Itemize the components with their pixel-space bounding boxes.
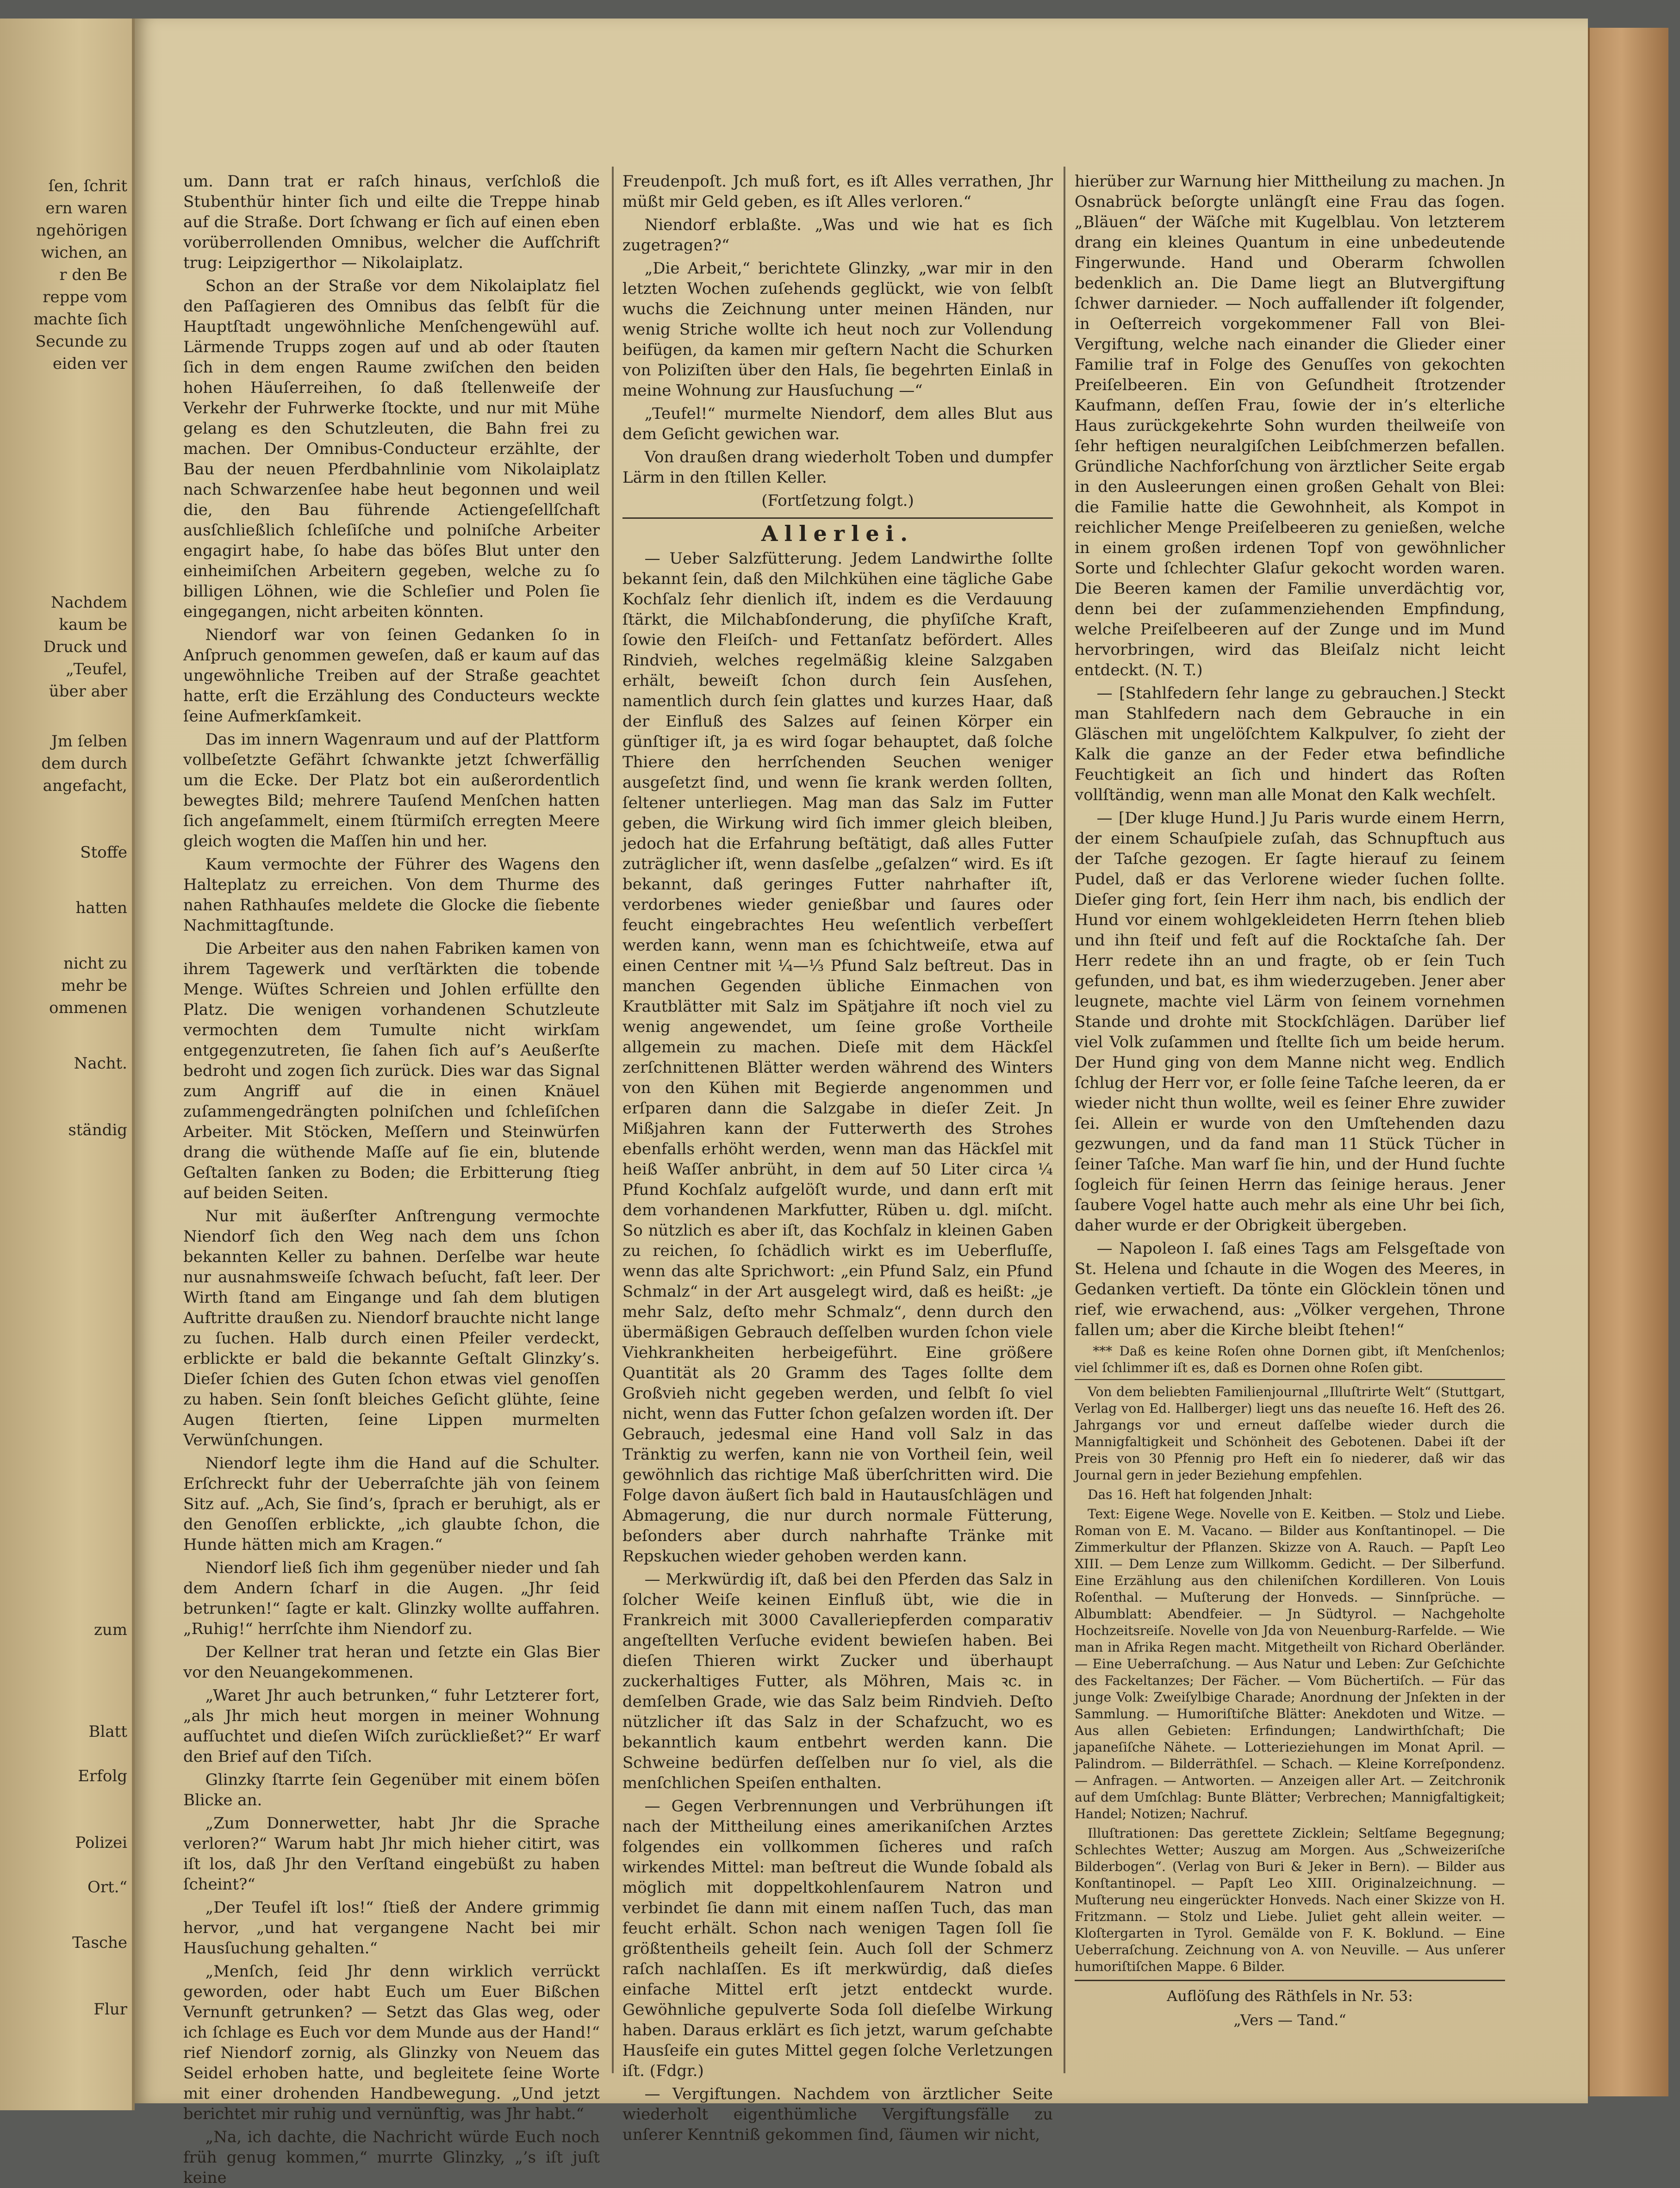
paragraph: — [Der kluge Hund.] Ju Paris wurde einem Herrn, der einem Schauſpiele zuſah, das Schnupftuch aus der Taſche gezogen. Er ſagte hierauf zu ſeinem Pudel, daß er das Verlorene wieder ſuchen ſollte. Dieſer ging fort, ſein Herr ihm nach, bis endlich der Hund vor einem wohlgekleideten Herrn ſtehen blieb und ihn ſteif und feſt auf die Rocktaſche ſah. Der Herr redete ihn an und fragte, ob er ſein Tuch gefunden, und bat, es ihm wiederzugeben. Jener aber leugnete, machte viel Lärm von ſeinem vornehmen Stande und drohte mit Stockſchlägen. Darüber lief viel Volk zuſammen und ſtellte ſich um beide herum. Der Hund ging von dem Manne nicht weg. Endlich ſchlug der Herr vor, er ſolle ſeine Taſche leeren, da er wieder nicht thun wollte, weil es ſeiner Ehre zuwider ſei. Allein er wurde von den Umſtehenden dazu gezwungen, und da fand man 11 Stück Tücher in ſeiner Taſche. Man warf ſie hin, und der Hund ſuchte ſogleich für ſeinen Herrn das ſeinige heraus. Jener ſaubere Vogel hatte auch mehr als eine Uhr bei ſich, daher wurde er der Obrigkeit übergeben.	[1075, 809, 1505, 1235]
paragraph: — Vergiftungen. Nachdem von ärztlicher Seite wiederholt eigenthümliche Vergiftungsfälle zu unſerer Kenntniß gekommen ſind, ſäumen wir nicht,	[622, 2085, 1053, 2144]
fragment: Druck und	[43, 638, 127, 656]
contents-heading: Das 16. Heft hat folgenden Jnhalt:	[1088, 1487, 1313, 1502]
aphorism: *** Daß es keine Roſen ohne Dornen gibt, iſt Menſchenlos; viel ſchlimmer iſt es, daß es Dornen ohne Roſen gibt.	[1075, 1343, 1505, 1380]
fragment: zum	[93, 1621, 127, 1639]
paragraph: „Teufel!“ murmelte Niendorf, dem alles Blut aus dem Geſicht gewichen war.	[622, 404, 1053, 443]
fragment: dem durch	[41, 754, 127, 773]
continuation-note: (Fortſetzung folgt.)	[761, 491, 914, 510]
fragment: wichen, an	[41, 243, 127, 262]
paragraph: — [Stahlfedern ſehr lange zu gebrauchen.] Steckt man Stahlfedern nach dem Gebrauche in ein Gläschen mit ungelöſchtem Kalkpulver, ſo zieht der Kalk die ganze an der Feder etwa befindliche Feuchtigkeit an ſich und hindert das Roſten vollſtändig, wenn man alle Monat den Kalk wechſelt.	[1075, 684, 1505, 804]
paragraph: hierüber zur Warnung hier Mittheilung zu machen. Jn Osnabrück beſorgte unlängſt eine Frau das ſogen. „Bläuen“ der Wäſche mit Kugelblau. Von letzterem drang ein kleines Quantum in eine unbedeutende Fingerwunde. Hand und Oberarm ſchwollen bedenklich an. Die Dame liegt an Blutvergiftung ſchwer darnieder. — Noch auffallender iſt folgender, in Oeſterreich vorgekommener Fall von Blei-Vergiftung, welche nach einander die Glieder einer Familie traf in Folge des Genuſſes von gekochten Preiſelbeeren. Ein von Geſundheit ſtrotzender Kaufmann, deſſen Frau, ſowie der in’s elterliche Haus zurückgekehrte Sohn wurden theilweiſe von ſehr heftigen neuralgiſchen Leibſchmerzen befallen. Gründliche Nachforſchung von ärztlicher Seite ergab in den Ausleerungen einen großen Gehalt von Blei: die Familie hatte die Gewohnheit, als Kompot in reichlicher Menge Preiſelbeeren zu genießen, welche in einem großen irdenen Topf von gewöhnlicher Sorte und ſchlechter Glaſur gekocht worden waren. Die Beeren kamen der Familie unverdächtig vor, denn bei der zuſammenziehenden Empfindung, welche Preiſelbeeren auf der Zunge und im Mund hervorbringen, wird das Bleiſalz nicht leicht entdeckt. (N. T.)	[1075, 172, 1505, 679]
paragraph: Niendorf legte ihm die Hand auf die Schulter. Erſchreckt fuhr der Ueberraſchte jäh von ſeinem Sitz auf. „Ach, Sie ſind’s, ſprach er beruhigt, als er den Genoſſen erblickte, „ich glaubte ſchon, die Hunde hätten mich am Kragen.“	[183, 1454, 600, 1554]
paragraph: Kaum vermochte der Führer des Wagens den Halteplatz zu erreichen. Von dem Thurme des nahen Rathhauſes meldete die Glocke die ſiebente Nachmittagſtunde.	[183, 855, 600, 935]
fragment: Tasche	[72, 1933, 127, 1952]
fragment: Flur	[93, 2000, 127, 2019]
article-column-2	[622, 171, 1053, 2144]
fragment: über aber	[49, 682, 127, 701]
fragment: „Teufel,	[66, 660, 127, 678]
paragraph: Das im innern Wagenraum und auf der Plattform vollbeſetzte Gefährt ſchwankte jetzt ſchwerfällig um die Ecke. Der Platz bot ein außerordentlich bewegtes Bild; mehrere Tauſend Menſchen hatten ſich angeſammelt, einem ſtürmiſch erregten Meere gleich wogten die Maſſen hin und her.	[183, 730, 600, 851]
paragraph: — Gegen Verbrennungen und Verbrühungen iſt nach der Mittheilung eines amerikaniſchen Arztes folgendes ein vollkommen ſicheres und raſch wirkendes Mittel: man beſtreut die Wunde ſobald als möglich mit doppeltkohlenſaurem Natron und verbindet ſie dann mit einem naſſen Tuch, das man feucht erhält. Schon nach wenigen Tagen ſoll ſie größtentheils geheilt ſein. Auch ſoll der Schmerz raſch nachlaſſen. Es iſt merkwürdig, daß dieſes einfache Mittel erſt jetzt entdeckt wurde. Gewöhnliche gepulverte Soda ſoll dieſelbe Wirkung haben. Daraus erklärt es ſich jetzt, warum geſchabte Hausſeife ein gutes Mittel gegen ſolche Verletzungen iſt. (Fdgr.)	[622, 1797, 1053, 2080]
fragment: kaum be	[59, 615, 127, 634]
paragraph: „Menſch, ſeid Jhr denn wirklich verrückt geworden, oder habt Euch um Euer Bißchen Vernunft getrunken? — Setzt das Glas weg, oder ich ſchlage es Euch vor dem Munde aus der Hand!“ rief Niendorf zornig, als Glinzky von Neuem das Seidel erhoben hatte, und begleitete ſeine Worte mit einer drohenden Handbewegung. „Und jetzt berichtet mir ruhig und vernünftig, was Jhr habt.“	[183, 1962, 600, 2123]
paragraph: Die Arbeiter aus den nahen Fabriken kamen von ihrem Tagewerk und verſtärkten die tobende Menge. Wüſtes Schreien und Johlen erfüllte den Platz. Die wenigen vorhandenen Schutzleute vermochten dem Tumulte nicht wirkſam entgegenzutreten, ſie ſahen ſich auf’s Aeußerſte bedroht und zogen ſich zurück. Dies war das Signal zum Angriff auf die in einen Knäuel zuſammengedrängten polniſchen und ſchleſiſchen Arbeiter. Mit Stöcken, Meſſern und Steinwürfen drang die wüthende Maſſe auf ſie ein, blutende Geſtalten ſanken zu Boden; die Erbitterung ſtieg auf beiden Seiten.	[183, 939, 600, 1202]
riddle-solution-title: Auflöſung des Räthſels in Nr. 53:	[1167, 1987, 1413, 2005]
fragment: ständig	[68, 1121, 127, 1139]
paragraph: „Zum Donnerwetter, habt Jhr die Sprache verloren?“ Warum habt Jhr mich hieher citirt, was iſt los, daß Jhr den Verſtand eingebüßt zu haben ſcheint?“	[183, 1814, 600, 1894]
paragraph: Freudenpoſt. Jch muß fort, es iſt Alles verrathen, Jhr müßt mir Geld geben, es iſt Alles verloren.“	[622, 172, 1053, 211]
section-heading: Allerlei.	[761, 521, 915, 546]
announcement: Von dem beliebten Familienjournal „Illuſtrirte Welt“ (Stuttgart, Verlag von Ed. Hallberger) liegt uns das neueſte 16. Heft des 26. Jahrgangs vor und erneut daſſelbe wieder durch die Mannigfaltigkeit und Schönheit des Gebotenen. Dabei iſt der Preis von 30 Pfennig pro Heft ein ſo niederer, daß wir das Journal gern in jeder Beziehung empfehlen.	[1075, 1384, 1505, 1483]
paragraph: Der Kellner trat heran und ſetzte ein Glas Bier vor den Neuangekommenen.	[183, 1643, 600, 1682]
article-column-3	[1075, 171, 1505, 2087]
riddle-solution-answer: „Vers — Tand.“	[1233, 2011, 1346, 2029]
section-divider	[1075, 1980, 1505, 1981]
fragment: Stoffe	[80, 843, 127, 862]
fragment: Blatt	[88, 1722, 127, 1741]
paragraph: — Napoleon I. ſaß eines Tags am Felsgeſtade von St. Helena und ſchaute in die Wogen des Meeres, in Gedanken vertieft. Da tönte ein Glöcklein tönen und rief, wie erwachend, aus: „Völker vergehen, Throne fallen um; aber die Kirche bleibt ſtehen!“	[1075, 1239, 1505, 1339]
paragraph: Glinzky ſtarrte ſein Gegenüber mit einem böſen Blicke an.	[183, 1771, 600, 1809]
fragment: Secunde zu	[35, 332, 127, 351]
paragraph: Niendorf ließ ſich ihm gegenüber nieder und ſah dem Andern ſcharf in die Augen. „Jhr ſeid betrunken!“ ſagte er kalt. Glinzky wollte auffahren. „Ruhig!“ herrſchte ihm Niendorf zu.	[183, 1559, 600, 1638]
paragraph: Niendorf erblaßte. „Was und wie hat es ſich zugetragen?“	[622, 216, 1053, 255]
column-rule	[612, 167, 614, 2073]
fragment: angefacht,	[43, 777, 127, 795]
paragraph: — Ueber Salzfütterung. Jedem Landwirthe ſollte bekannt ſein, daß den Milchkühen eine tägliche Gabe Kochſalz ſehr dienlich iſt, indem es die Verdauung ſtärkt, die Milchabſonderung, die phyſiſche Kraft, ſowie den Fleiſch- und Fettanſatz befördert. Alles Rindvieh, welches regelmäßig kleine Salzgaben erhält, beweiſt ſchon durch ſein Ausſehen, namentlich durch ſein glattes und kurzes Haar, daß der Einfluß des Salzes auf ſeinen Körper ein günſtiger iſt, ja es wird ſogar behauptet, daß ſolche Thiere den herrſchenden Seuchen weniger ausgeſetzt ſind, und wenn ſie krank werden ſollten, ſeltener unterliegen. Mag man das Salz im Futter geben, die Wirkung wird ſich immer gleich bleiben, jedoch hat die Erfahrung beſtätigt, daß alles Futter zuträglicher iſt, wenn dasſelbe „geſalzen“ wird. Es iſt bekannt, daß geringes Futter nahrhafter iſt, verdorbenes wieder genießbar und ſaures oder feucht eingebrachtes Heu weſentlich verbeſſert werden kann, wenn man es ſchichtweiſe, etwa auf einen Centner mit ¼—⅓ Pfund Salz beſtreut. Das in manchen Gegenden übliche Einmachen von Krautblätter mit Salz im Spätjahre iſt noch viel zu wenig angewendet, um ſeine große Vortheile allgemein zu machen. Dieſe mit dem Häckſel zerſchnittenen Blätter werden während des Winters von den Kühen mit Begierde angenommen und erſparen dann die Salzgabe in dieſer Zeit. Jn Mißjahren kann der Futterwerth des Strohes ebenfalls erhöht werden, wenn man das Häckſel mit heiß Waſſer anbrüht, in dem auf 50 Liter circa ¼ Pfund Kochſalz aufgelöſt wurde, und dann erſt mit dem vorhandenen Markfutter, Rüben u. dgl. miſcht. So nützlich es aber iſt, das Kochſalz in kleinen Gaben zu reichen, ſo ſchädlich wirkt es im Ueberfluſſe, wenn das alte Sprichwort: „ein Pfund Salz, ein Pfund Schmalz“ in der Art ausgelegt wird, daß es heißt: „je mehr Salz, deſto mehr Schmalz“, denn durch den übermäßigen Gebrauch deſſelben wurden ſchon viele Viehkrankheiten herbeigeführt. Eine größere Quantität als 20 Gramm des Tages ſollte dem Großvieh nicht gegeben werden, und ſelbſt ſo viel nicht, wenn das Futter ſchon geſalzen worden iſt. Der Gebrauch, jedesmal eine Hand voll Salz in das Tränktig zu werfen, kann nie von Vortheil ſein, weil gewöhnlich das richtige Maß überſchritten wird. Die Folge davon äußert ſich bald in Hautausſchlägen und Abmagerung, die nur durch normale Fütterung, beſonders aber durch nahrhafte Tränke mit Repskuchen wieder gehoben werden kann.	[622, 549, 1053, 1566]
column-rule	[1064, 167, 1065, 2073]
fragment: eiden ver	[52, 354, 127, 373]
fragment: ſen, ſchrit	[48, 177, 127, 195]
contents-illustrations: Illuſtrationen: Das gerettete Zicklein; Seltſame Begegnung; Schlechtes Wetter; Auszug am Morgen. Aus „Schweizeriſche Bilderbogen“. (Verlag von Buri & Jeker in Bern). — Bilder aus Konſtantinopel. — Papſt Leo XIII. Originalzeichnung. — Muſterung neu eingerückter Honveds. Nach einer Skizze von H. Fritzmann. — Stolz und Liebe. Juliet geht allein weiter. — Kloſtergarten in Tyrol. Gemälde von F. K. Boklund. — Eine Ueberraſchung. Zeichnung von A. von Neuville. — Aus unſerer humoriſtiſchen Mappe. 6 Bilder.	[1075, 1826, 1505, 1974]
fragment: Erfolg	[78, 1767, 127, 1785]
paragraph: Von draußen drang wiederholt Toben und dumpfer Lärm in den ſtillen Keller.	[622, 448, 1053, 487]
previous-page-edge	[0, 19, 135, 2110]
fragment: Ort.“	[87, 1878, 127, 1896]
fragment: ngehörigen	[36, 221, 127, 240]
fragment: reppe vom	[43, 288, 127, 306]
paragraph: um. Dann trat er raſch hinaus, verſchloß die Stubenthür hinter ſich und eilte die Treppe hinab auf die Straße. Dort ſchwang er ſich auf einen eben vorüberrollenden Omnibus, welcher die Aufſchrift trug: Leipzigerthor — Nikolaiplatz.	[183, 172, 600, 272]
paragraph: „Der Teufel iſt los!“ ſtieß der Andere grimmig hervor, „und hat vergangene Nacht bei mir Hausſuchung gehalten.“	[183, 1898, 600, 1958]
fragment: r den Be	[59, 266, 127, 284]
fragment: ommenen	[49, 999, 127, 1017]
paragraph: Schon an der Straße vor dem Nikolaiplatz fiel den Paſſagieren des Omnibus das ſelbſt für die Hauptſtadt ungewöhnliche Menſchengewühl auf. Lärmende Trupps zogen auf und ab oder ſtauten ſich in dem engen Raume zwiſchen den beiden hohen Häuſerreihen, ſo daß ſtellenweiſe der Verkehr der Fuhrwerke ſtockte, und nur mit Mühe gelang es den Schutzleuten, die Bahn frei zu machen. Der Omnibus-Conducteur erzählte, der Bau der neuen Pferdbahnlinie vom Nikolaiplatz nach Schwarzenſee habe heut begonnen und weil die, den Bau führende Actiengeſellſchaft ausſchließlich ſchleſiſche und polniſche Arbeiter engagirt habe, ſo habe das böſes Blut unter den einheimiſchen Arbeitern gegeben, welche zu ſo billigen Löhnen, wie die Schleſier und Polen ſie eingegangen, nicht arbeiten könnten.	[183, 277, 600, 621]
paragraph: — Merkwürdig iſt, daß bei den Pferden das Salz in ſolcher Weiſe keinen Einfluß übt, wie die in Frankreich mit 3000 Cavalleriepferden comparativ angeſtellten Verſuche evident bewieſen haben. Bei dieſen Thieren wirkt Zucker und überhaupt zuckerhaltiges Futter, als Möhren, Mais ꝛc. in demſelben Grade, wie das Salz beim Rindvieh. Deſto nützlicher iſt das Salz in der Schafzucht, wo es bekanntlich kaum entbehrt werden kann. Die Schweine bedürfen deſſelben nur ſo viel, als die menſchlichen Speiſen enthalten.	[622, 1570, 1053, 1792]
binding-board-edge	[1588, 28, 1668, 2096]
paragraph: Nur mit äußerſter Anſtrengung vermochte Niendorf ſich den Weg nach dem uns ſchon bekannten Keller zu bahnen. Derſelbe war heute nur ausnahmsweiſe ſchwach beſucht, faſt leer. Der Wirth ſtand am Eingange und ſah dem blutigen Auftritte draußen zu. Niendorf brauchte nicht lange zu ſuchen. Halb durch einen Pfeiler verdeckt, erblickte er bald die bekannte Geſtalt Glinzky’s. Dieſer ſchien des Guten ſchon etwas viel genoſſen zu haben. Sein ſonſt bleiches Geſicht glühte, ſeine Augen ſtierten, ſeine Lippen murmelten Verwünſchungen.	[183, 1207, 600, 1449]
fragment: hatten	[75, 899, 127, 917]
paragraph: „Waret Jhr auch betrunken,“ fuhr Letzterer fort, „als Jhr mich heut morgen in meiner Wohnung aufſuchtet und dieſen Wiſch zurückließet?“ Er warf den Brief auf den Tiſch.	[183, 1686, 600, 1766]
fragment: Jm ſelben	[51, 732, 127, 751]
section-divider	[622, 517, 1053, 519]
fragment: mehr be	[61, 976, 127, 995]
fragment: nicht zu	[63, 954, 127, 973]
paragraph: „Na, ich dachte, die Nachricht würde Euch noch früh genug kommen,“ murrte Glinzky, „’s iſt juſt keine	[183, 2128, 600, 2187]
fragment: Nachdem	[50, 593, 127, 612]
fragment: machte ſich	[33, 310, 127, 329]
fragment: Polizei	[75, 1834, 127, 1852]
fragment: Nacht.	[74, 1054, 127, 1073]
paragraph: Niendorf war von ſeinen Gedanken ſo in Anſpruch genommen geweſen, daß er kaum auf das ungewöhnliche Treiben auf der Straße geachtet hatte, erſt die Erzählung des Conducteurs weckte ſeine Aufmerkſamkeit.	[183, 626, 600, 726]
contents-text: Text: Eigene Wege. Novelle von E. Keitben. — Stolz und Liebe. Roman von E. M. Vacano. — Bilder aus Konſtantinopel. — Die Zimmerkultur der Pflanzen. Skizze von A. Rauch. — Papſt Leo XIII. — Dem Lenze zum Willkomm. Gedicht. — Der Silberfund. Eine Erzählung aus den chileniſchen Kordilleren. Von Louis Roſenthal. — Muſterung der Honveds. — Sinnſprüche. — Albumblatt: Abendfeier. — Jn Südtyrol. — Nachgeholte Hochzeitsreiſe. Novelle von Jda von Neuenburg-Rarfelde. — Wie man in Afrika Regen macht. Mitgetheilt von Richard Oberländer. — Eine Ueberraſchung. — Aus Natur und Leben: Zur Geſchichte des Fackeltanzes; Der Fächer. — Vom Büchertiſch. — Für das junge Volk: Zweiſylbige Charade; Anordnung der Jnſekten in der Sammlung. — Humoriſtiſche Blätter: Anekdoten und Witze. — Aus allen Gebieten: Erfindungen; Landwirthſchaft; Die japaneſiſche Nähete. — Lotterieziehungen im Monat April. — Palindrom. — Bilderräthſel. — Schach. — Kleine Korreſpondenz. — Anfragen. — Antworten. — Anzeigen aller Art. — Zeitchronik auf dem Umſchlag: Bunte Blätter; Verbrechen; Mannigfaltigkeit; Handel; Notizen; Nachruf.	[1075, 1506, 1505, 1821]
article-column-1	[183, 171, 600, 2187]
paragraph: „Die Arbeit,“ berichtete Glinzky, „war mir in den letzten Wochen zuſehends geglückt, wie von ſelbſt wuchs die Zeichnung unter meinen Händen, nur wenig Striche wollte ich heut noch zur Vollendung beifügen, da kamen mir geſtern Nacht die Schurken von Poliziſten über den Hals, ſie begehrten Einlaß in meine Wohnung zur Hausſuchung —“	[622, 259, 1053, 400]
fragment: ern waren	[45, 199, 127, 218]
